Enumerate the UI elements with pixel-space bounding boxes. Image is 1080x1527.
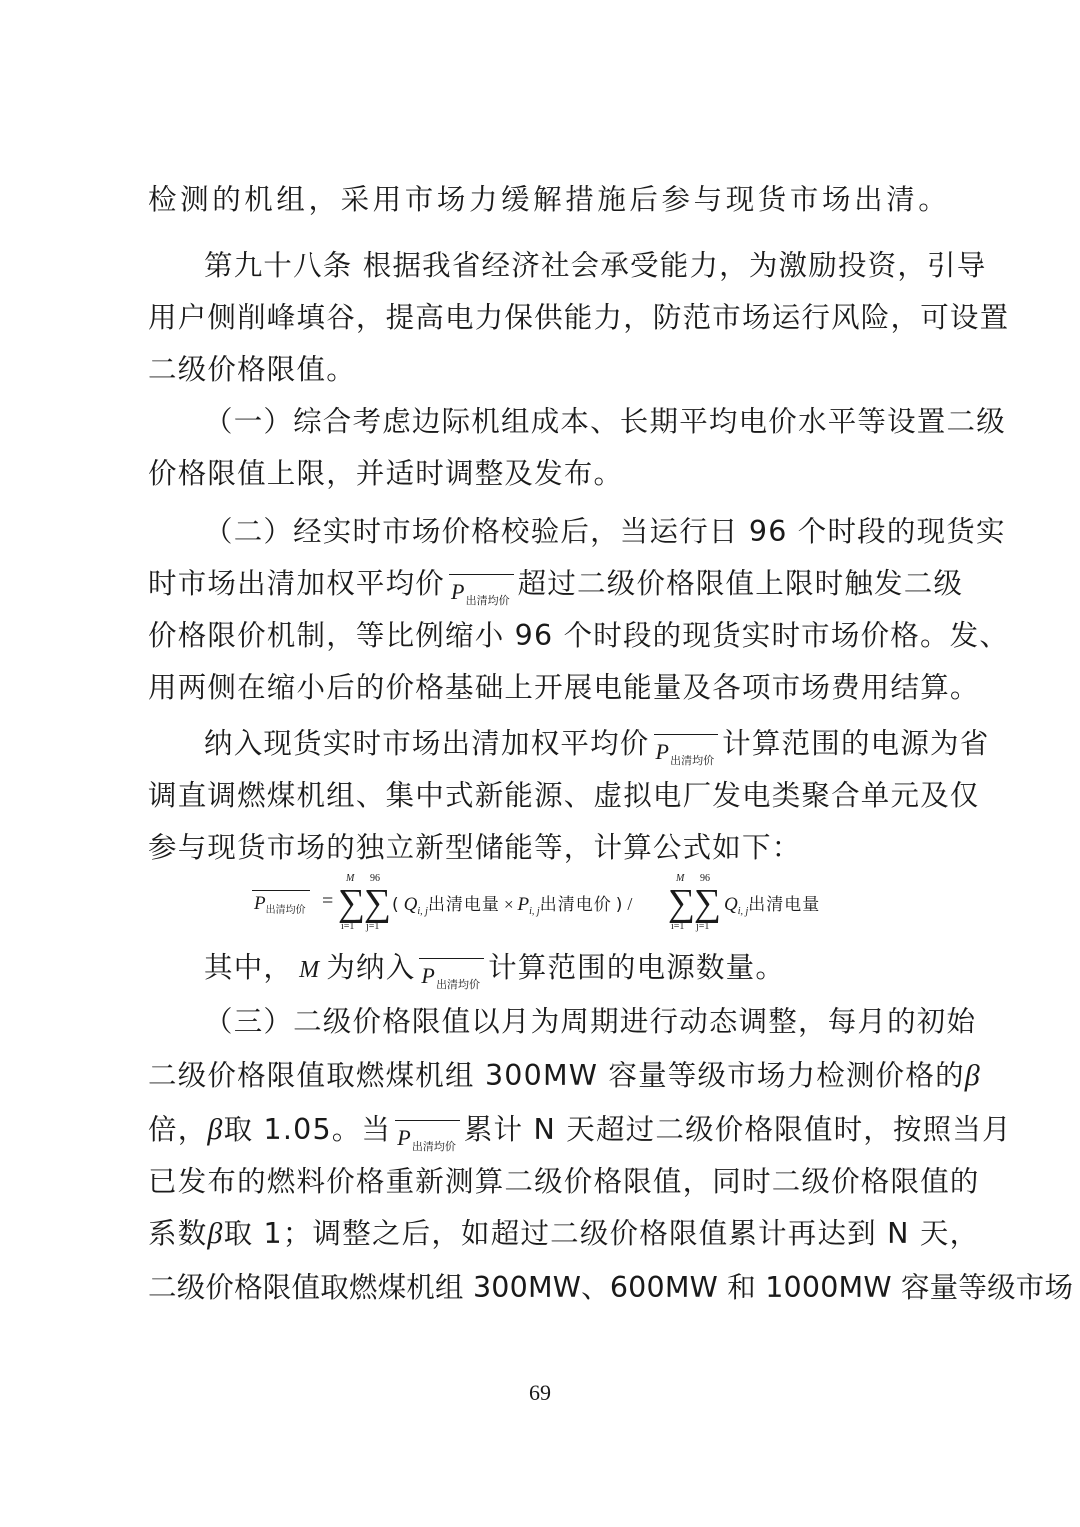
sum1-sigma: ∑ xyxy=(338,882,366,924)
beta-symbol: β xyxy=(207,1113,224,1146)
sum3-lower: i=1 xyxy=(671,921,685,932)
text-segment: 超过二级价格限值上限时触发二级 xyxy=(517,567,964,600)
text-line-2: 第九十八条 根据我省经济社会承受能力，为激励投资，引导 xyxy=(204,249,987,282)
text-segment: 取 1；调整之后，如超过二级价格限值累计再达到 N 天， xyxy=(223,1217,980,1250)
text-line-20: 二级价格限值取燃煤机组 300MW、600MW 和 1000MW 容量等级市场 xyxy=(148,1271,1074,1304)
sum2-lower: j=1 xyxy=(366,921,380,932)
text-segment: 二级价格限值取燃煤机组 300MW 容量等级市场力检测价格的 xyxy=(148,1059,965,1092)
text-segment: 其中， xyxy=(204,951,294,984)
text-segment: 取 1.05。当 xyxy=(223,1113,392,1146)
price-formula xyxy=(252,870,852,940)
text-line-4: 二级价格限值。 xyxy=(148,353,356,386)
sum1-upper: M xyxy=(346,873,355,884)
text-segment: 倍， xyxy=(148,1113,208,1146)
sum4-lower: j=1 xyxy=(696,921,710,932)
text-line-11 xyxy=(204,722,990,767)
weighted-avg-price-symbol: P出清均价 xyxy=(449,574,514,606)
text-segment: 计算范围的电源数量。 xyxy=(488,951,786,984)
sum4-sigma: ∑ xyxy=(694,882,722,924)
sum3-sigma: ∑ xyxy=(668,882,696,924)
sum2-sigma: ∑ xyxy=(364,882,392,924)
formula-denominator-term: $Q_{i, j}$出清电量 xyxy=(724,894,821,917)
text-line-13: 参与现货市场的独立新型储能等，计算公式如下： xyxy=(148,831,802,864)
text-line-10: 用两侧在缩小后的价格基础上开展电能量及各项市场费用结算。 xyxy=(148,671,980,704)
text-line-15: （三）二级价格限值以月为周期进行动态调整，每月的初始 xyxy=(204,1005,977,1038)
text-line-18: 已发布的燃料价格重新测算二级价格限值，同时二级价格限值的 xyxy=(148,1165,980,1198)
text-line-14 xyxy=(204,946,948,992)
text-line-1: 检测的机组，采用市场力缓解措施后参与现货市场出清。 xyxy=(148,183,948,216)
weighted-avg-price-symbol: P出清均价 xyxy=(419,958,484,990)
text-line-19 xyxy=(148,1212,980,1256)
text-segment: 计算范围的电源为省 xyxy=(722,727,990,760)
weighted-avg-price-symbol: P出清均价 xyxy=(395,1120,460,1152)
sum1-lower: i=1 xyxy=(341,921,355,932)
weighted-avg-price-symbol: P出清均价 xyxy=(654,734,719,766)
formula-main-terms: ( $Q_{i, j}$出清电量 × $P_{i, j}$出清电价 ) / xyxy=(392,894,633,917)
text-line-17 xyxy=(148,1108,1012,1153)
text-segment: 纳入现货实时市场出清加权平均价 xyxy=(204,727,650,760)
sum2-upper: 96 xyxy=(370,873,380,884)
text-line-8 xyxy=(148,562,964,607)
page-number: 69 xyxy=(529,1380,551,1405)
text-segment: 累计 N 天超过二级价格限值时，按照当月 xyxy=(463,1113,1012,1146)
text-line-12: 调直调燃煤机组、集中式新能源、虚拟电厂发电类聚合单元及仅 xyxy=(148,779,980,812)
formula-lhs: $P_{出清均价}$ xyxy=(252,890,310,916)
text-line-3: 用户侧削峰填谷，提高电力保供能力，防范市场运行风险，可设置 xyxy=(148,301,1010,334)
text-line-16 xyxy=(148,1054,981,1098)
sum4-upper: 96 xyxy=(700,873,710,884)
text-line-6: 价格限值上限，并适时调整及发布。 xyxy=(148,457,624,490)
text-line-7: （二）经实时市场价格校验后，当运行日 96 个时段的现货实 xyxy=(204,515,1006,548)
sum3-upper: M xyxy=(676,873,685,884)
text-line-9: 价格限价机制，等比例缩小 96 个时段的现货实时市场价格。发、 xyxy=(148,619,1010,652)
beta-symbol: β xyxy=(964,1059,981,1092)
text-line-5: （一）综合考虑边际机组成本、长期平均电价水平等设置二级 xyxy=(204,405,1006,438)
text-segment: 系数 xyxy=(148,1217,208,1250)
m-variable: M xyxy=(299,957,321,983)
formula-equals: = xyxy=(322,890,334,912)
beta-symbol: β xyxy=(207,1217,224,1250)
text-segment: 时市场出清加权平均价 xyxy=(148,567,446,600)
text-segment: 为纳入 xyxy=(326,951,416,984)
